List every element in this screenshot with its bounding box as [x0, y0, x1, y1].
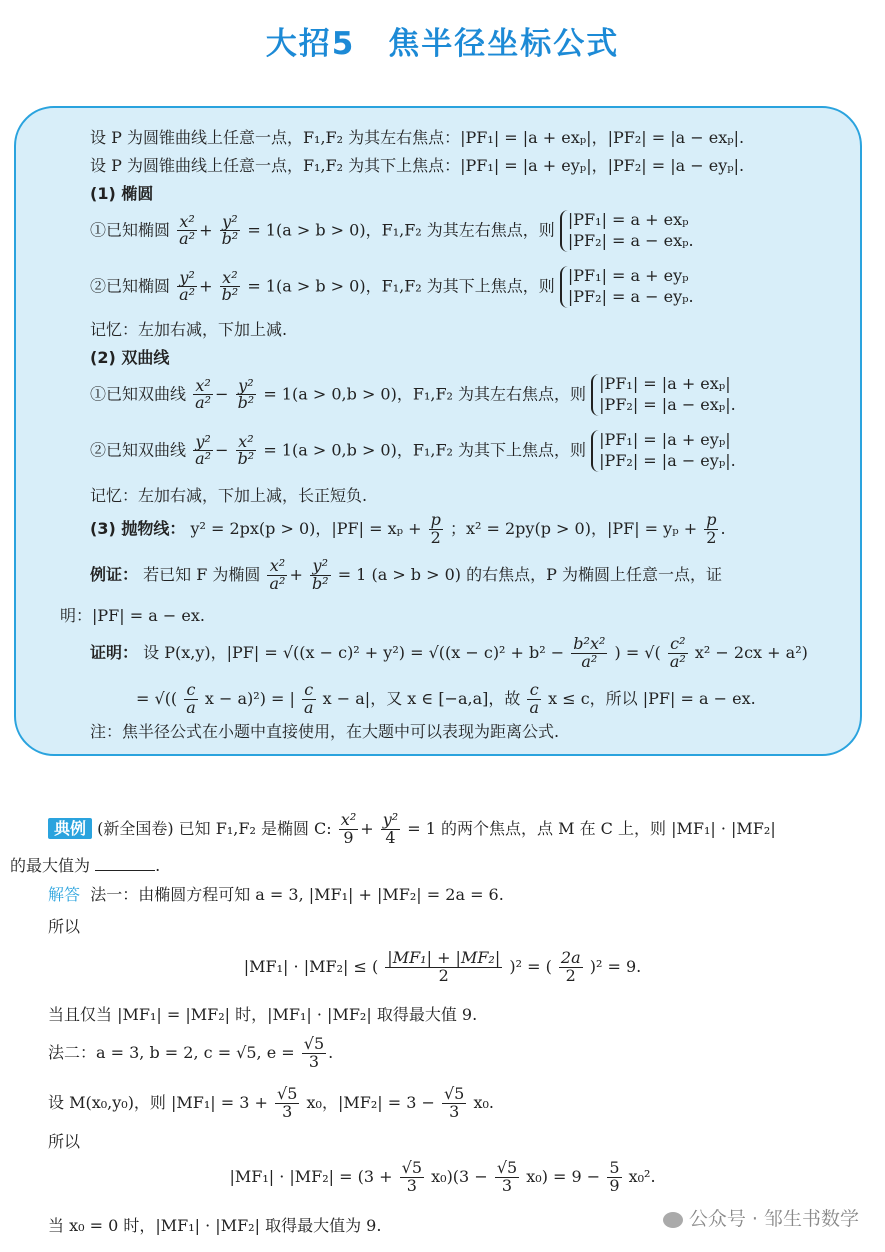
text: . [155, 856, 161, 875]
text: 法一：由椭圆方程可知 a = 3, |MF₁| + |MF₂| = 2a = 6. [90, 885, 504, 904]
den: a [529, 697, 540, 717]
den: 2 [430, 527, 441, 547]
num: x² [177, 214, 197, 232]
text: (新全国卷) 已知 F₁,F₂ 是椭圆 C: [97, 818, 332, 838]
proof-line-2 [136, 682, 756, 717]
memory-1: 记忆：左加右减，下加上减. [90, 320, 288, 339]
equation-system [591, 430, 736, 472]
fraction [177, 267, 197, 305]
fraction [193, 431, 213, 469]
formula-box [14, 106, 862, 756]
text: 若已知 F 为椭圆 [143, 564, 261, 584]
fraction [704, 512, 718, 547]
eq: |PF₁| = |a + eyₚ| [599, 430, 731, 449]
num: 5 [609, 1158, 620, 1177]
den: a² [269, 573, 286, 593]
text: = 1(a > b > 0)，F₁,F₂ 为其左右焦点，则 [247, 220, 555, 240]
den: a [304, 697, 314, 717]
text: ；x² = 2py(p > 0)，|PF| = yₚ + [449, 518, 698, 538]
answer-blank [95, 870, 155, 871]
heading-hyperbola: (2) 双曲线 [90, 348, 170, 367]
watermark [663, 1204, 859, 1231]
den: a² [195, 449, 212, 469]
solution-line-2: 所以 [48, 917, 81, 936]
example-proof-intro: 例证： 若已知 F 为椭圆 $\frac{\text{x²}}{\text{a²}}$ + $\frac{\text{y²}}{\text{b²}}$ = 1 (a > b > 0) 的右焦点，P 为椭圆上任意一点，证 [90, 556, 722, 593]
fraction [220, 211, 241, 249]
text: ①已知椭圆 [90, 220, 171, 240]
fraction [275, 1086, 299, 1121]
note: 注：焦半径公式在小题中直接使用，在大题中可以表现为距离公式. [90, 722, 560, 741]
heading-ellipse: (1) 椭圆 [90, 184, 154, 203]
den: 9 [343, 827, 354, 847]
den: 2 [565, 965, 576, 985]
den: a² [581, 651, 598, 671]
den: a² [179, 229, 196, 249]
fraction [302, 682, 316, 717]
fraction [177, 211, 197, 249]
fraction [339, 812, 358, 847]
fraction [442, 1086, 466, 1121]
formula-2 [0, 1160, 885, 1195]
fraction [559, 950, 583, 985]
text: 设 P(x,y)，|PF| = √((x − c)² + y²) = √((x − c)² + b² − [143, 642, 565, 662]
text: x₀，|MF₂| = 3 − [306, 1092, 435, 1112]
den: 2 [438, 965, 449, 985]
fraction [429, 512, 443, 547]
text: = 1 (a > b > 0) 的右焦点，P 为椭圆上任意一点，证 [337, 564, 722, 584]
fraction [220, 267, 241, 305]
parabola-line: (3) 抛物线： y² = 2px(p > 0)，|PF| = xₚ + $\frac{p}{2}$ ；x² = 2py(p > 0)，|PF| = yₚ + $\frac{p}{2}$ . [90, 510, 726, 547]
text: = 1(a > 0,b > 0)，F₁,F₂ 为其左右焦点，则 [263, 384, 587, 404]
num: √5 [277, 1084, 298, 1103]
eq: |PF₁| = |a + exₚ| [599, 374, 731, 393]
num: c [527, 682, 541, 700]
num: √5 [401, 1158, 423, 1177]
text: = 1(a > b > 0)，F₁,F₂ 为其下上焦点，则 [247, 276, 555, 296]
label: 例证： [90, 564, 139, 584]
num: b²x² [573, 634, 606, 653]
text: x₀. [473, 1092, 494, 1112]
num: p [706, 510, 717, 529]
num: y² [177, 270, 197, 288]
formula-1 [0, 950, 885, 985]
text: )² = 9. [589, 956, 642, 976]
eq: |PF₂| = |a − eyₚ|. [599, 450, 736, 470]
hyperbola-case-2: ②已知双曲线 $\frac{\text{y²}}{\text{a²}}$ − $\frac{\text{x²}}{\text{b²}}$ = 1(a > 0,b > 0)，F₁,F₂ 为其下上焦点，则 |PF₁| = |a + eyₚ| |PF₂| = |a − eyₚ|. [90, 430, 736, 470]
eq: |PF₁| = a + eyₚ [567, 266, 689, 285]
den: 3 [449, 1101, 460, 1121]
label: 证明： [90, 642, 139, 662]
fraction [607, 1160, 621, 1195]
equation-system [560, 266, 694, 308]
num: c² [668, 636, 688, 654]
den: 2 [706, 527, 717, 547]
den: b² [221, 285, 239, 305]
equation-system [560, 210, 694, 252]
den: b² [311, 573, 329, 593]
fraction [267, 558, 287, 593]
solution-line-1 [48, 885, 504, 904]
text: = 1 的两个焦点，点 M 在 C 上，则 |MF₁| · |MF₂| [407, 818, 776, 838]
text: |MF₁| · |MF₂| = (3 + [229, 1166, 393, 1186]
fraction [668, 636, 688, 671]
solution-line-5 [48, 1086, 494, 1121]
num: √5 [443, 1084, 465, 1103]
eq: |PF₂| = a − eyₚ. [567, 286, 694, 306]
text: )² = ( [509, 956, 552, 976]
solution-line-7: 当 x₀ = 0 时，|MF₁| · |MF₂| 取得最大值为 9. [48, 1216, 382, 1235]
ellipse-case-1: ①已知椭圆 $\frac{\text{x²}}{\text{a²}}$ + $\frac{\text{y²}}{\text{b²}}$ = 1(a > b > 0)，F₁,F₂ 为其左右焦点，则 |PF₁| = a + exₚ |PF₂| = a − exₚ. [90, 210, 694, 250]
fraction [527, 682, 541, 717]
num: √5 [303, 1034, 325, 1053]
num: x² [236, 434, 257, 452]
text: 法二：a = 3, b = 2, c = √5, e = [48, 1042, 295, 1062]
text: ②已知椭圆 [90, 276, 171, 296]
ellipse-case-2: ②已知椭圆 $\frac{\text{y²}}{\text{a²}}$ + $\frac{\text{x²}}{\text{b²}}$ = 1(a > b > 0)，F₁,F₂ 为其下上焦点，则 |PF₁| = a + eyₚ |PF₂| = a − eyₚ. [90, 266, 694, 306]
fraction [381, 812, 400, 847]
solution-line-6: 所以 [48, 1132, 81, 1151]
num: y² [193, 434, 213, 452]
memory-2: 记忆：左加右减，下加上减，长正短负. [90, 486, 368, 505]
text: x ≤ c，所以 |PF| = a − ex. [548, 688, 756, 708]
eq: |PF₂| = |a − exₚ|. [599, 394, 736, 414]
den: a² [669, 651, 686, 671]
num: x² [340, 810, 357, 829]
example-question-end [10, 856, 160, 875]
den: 3 [308, 1051, 320, 1071]
answer-label: 解答 [48, 885, 81, 904]
den: b² [237, 449, 255, 469]
fraction [236, 375, 257, 413]
den: 3 [282, 1101, 293, 1121]
den: 3 [501, 1175, 513, 1195]
hyperbola-case-1: ①已知双曲线 $\frac{\text{x²}}{\text{a²}}$ − $\frac{\text{y²}}{\text{b²}}$ = 1(a > 0,b > 0)，F₁,F₂ 为其左右焦点，则 |PF₁| = |a + exₚ| |PF₂| = |a − exₚ|. [90, 374, 736, 414]
num: y² [382, 810, 399, 829]
num: c [302, 682, 316, 700]
fraction [184, 682, 198, 717]
fraction [400, 1160, 424, 1195]
num: |MF₁| + |MF₂| [387, 948, 501, 967]
num: x² [267, 558, 287, 576]
fraction [385, 950, 502, 985]
den: a [186, 697, 196, 717]
box-line-2: 设 P 为圆锥曲线上任意一点，F₁,F₂ 为其下上焦点：|PF₁| = |a + eyₚ|，|PF₂| = |a − eyₚ|. [90, 156, 745, 175]
num: c [184, 682, 198, 700]
example-tag: 典例 [48, 818, 92, 839]
num: y² [310, 558, 331, 576]
num: y² [236, 378, 257, 396]
eq: |PF₂| = a − exₚ. [567, 230, 694, 250]
text: ) = √( [614, 642, 661, 662]
den: a² [179, 285, 196, 305]
fraction [236, 431, 257, 469]
text: 的最大值为 [10, 856, 91, 875]
num: x² [193, 378, 213, 396]
text: x − a|，又 x ∈ [−a,a]，故 [322, 688, 521, 708]
den: 4 [385, 827, 396, 847]
page-title: 大招5 焦半径坐标公式 [265, 26, 620, 62]
fraction [302, 1036, 326, 1071]
solution-line-3: 当且仅当 |MF₁| = |MF₂| 时，|MF₁| · |MF₂| 取得最大值 9. [48, 1005, 478, 1024]
text: ①已知双曲线 [90, 384, 187, 404]
num: y² [220, 214, 241, 232]
fraction [495, 1160, 519, 1195]
fraction [310, 558, 331, 593]
example-question: 典例 (新全国卷) 已知 F₁,F₂ 是椭圆 C: $\frac{\text{x²}}{9}$ + $\frac{\text{y²}}{4}$ = 1 的两个焦点，点 M 在 C 上，则 |MF₁| · |MF₂| [48, 812, 776, 847]
solution-line-4: 法二：a = 3, b = 2, c = √5, e = $\frac{√5}{3}$ . [48, 1034, 334, 1071]
fraction [571, 636, 607, 671]
den: a² [195, 393, 212, 413]
num: √5 [496, 1158, 518, 1177]
num: 2a [560, 948, 581, 967]
fraction [193, 375, 213, 413]
eq: |PF₁| = a + exₚ [567, 210, 689, 229]
wechat-icon [663, 1212, 683, 1228]
text: x₀². [628, 1166, 656, 1186]
text: x₀) = 9 − [526, 1166, 601, 1186]
text: 设 M(x₀,y₀)，则 |MF₁| = 3 + [48, 1092, 268, 1112]
watermark-text: 公众号 · 邹生书数学 [688, 1208, 859, 1230]
text: = √(( [136, 688, 178, 708]
text: = 1(a > 0,b > 0)，F₁,F₂ 为其下上焦点，则 [263, 440, 587, 460]
text: x − a)²) = | [204, 688, 295, 708]
proof-line-1 [90, 636, 808, 671]
text: y² = 2px(p > 0)，|PF| = xₚ + [190, 518, 422, 538]
text: x₀)(3 − [431, 1166, 488, 1186]
text: ②已知双曲线 [90, 440, 187, 460]
example-proof-claim: 明：|PF| = a − ex. [60, 606, 205, 625]
heading-parabola: (3) 抛物线： [90, 518, 186, 538]
num: p [430, 510, 441, 529]
num: x² [220, 270, 241, 288]
den: 3 [406, 1175, 417, 1195]
den: b² [237, 393, 255, 413]
text: |MF₁| · |MF₂| ≤ ( [243, 956, 379, 976]
text: x² − 2cx + a²) [694, 642, 808, 662]
den: b² [221, 229, 239, 249]
equation-system [591, 374, 736, 416]
den: 9 [609, 1175, 620, 1195]
box-line-1: 设 P 为圆锥曲线上任意一点，F₁,F₂ 为其左右焦点：|PF₁| = |a + exₚ|，|PF₂| = |a − exₚ|. [90, 128, 745, 147]
